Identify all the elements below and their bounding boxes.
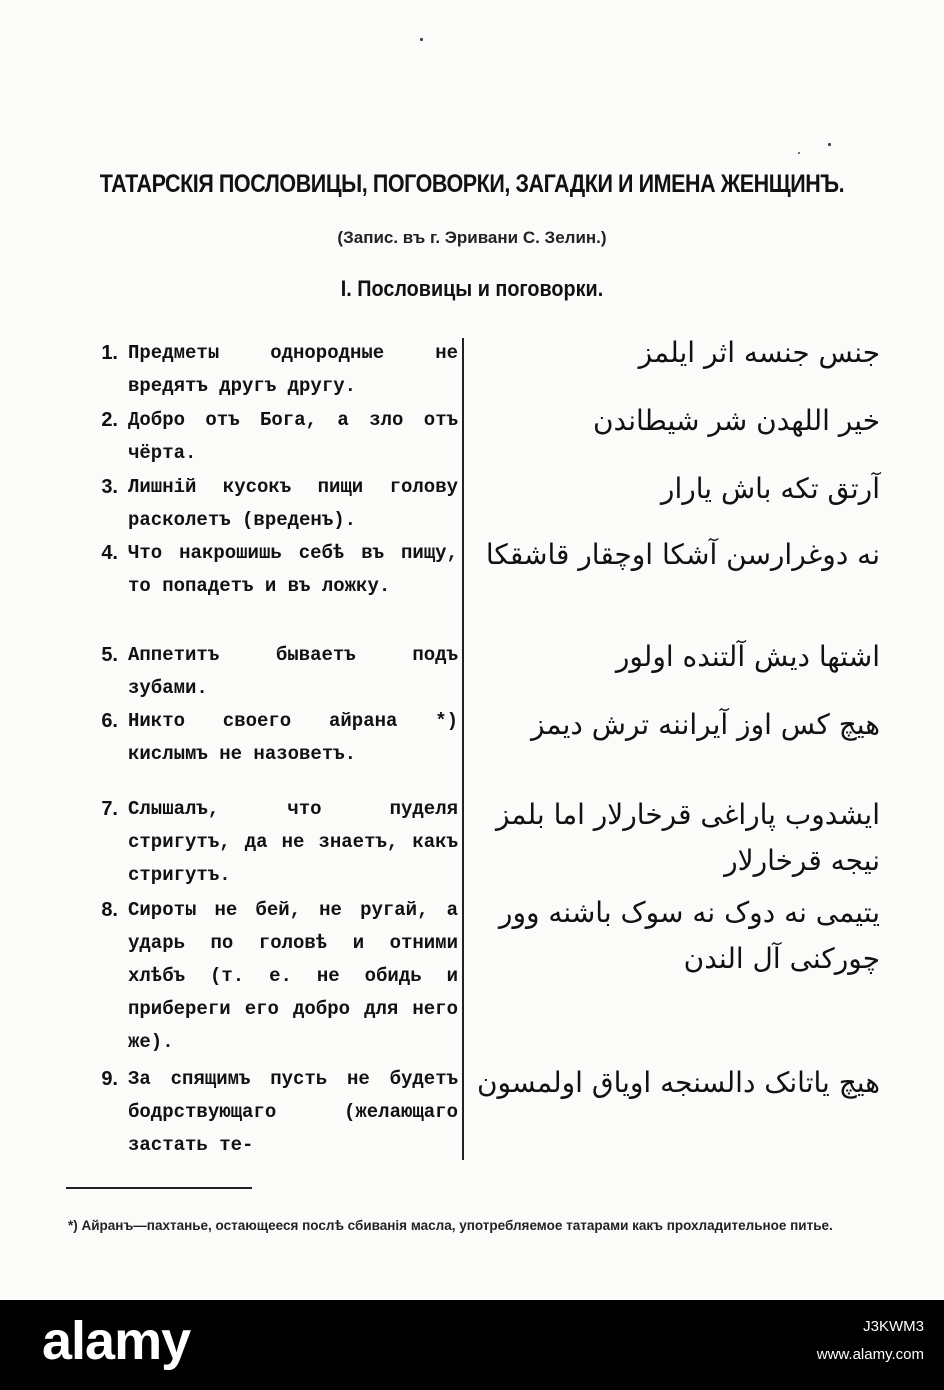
image-id: J3KWM3 — [863, 1318, 924, 1335]
proverb-russian: Добро отъ Бога, а зло отъ чёрта. — [128, 409, 458, 464]
proverb-arabic: ایشدوب پاراغی قرخارلار اما بلمز نیجه قرخارلار — [495, 798, 880, 877]
page-title: ТАТАРСКІЯ ПОСЛОВИЦЫ, ПОГОВОРКИ, ЗАГАДКИ И ИМЕНА ЖЕНЩИНЪ. — [99, 170, 845, 198]
proverb-russian: Никто своего айрана *) кислымъ не назоветъ. — [128, 710, 458, 765]
proverb-number: 3. — [101, 476, 118, 498]
footnote-rule — [66, 1187, 252, 1189]
proverb-arabic: آرتق تکه باش یارار — [660, 472, 880, 505]
proverb-number: 7. — [101, 798, 118, 820]
proverb-russian: За спящимъ пусть не будетъ бодрствующаго (желающаго застать те- — [128, 1068, 458, 1156]
print-speck — [828, 143, 831, 146]
proverb-number: 1. — [101, 342, 118, 364]
proverb-arabic: هیچ یاتانک دالسنجه اویاق اولمسون — [476, 1066, 880, 1099]
column-divider — [462, 338, 464, 1160]
proverb-arabic: خیر اللهدن شر شیطاندن — [592, 404, 880, 437]
proverb-russian: Сироты не бей, не ругай, а ударь по головѣ и отними хлѣбъ (т. е. не обидь и прибереги его добро для него же). — [128, 899, 458, 1053]
proverb-number: 5. — [101, 644, 118, 666]
proverb-arabic: هیچ کس اوز آیراننه ترش دیمز — [530, 708, 880, 741]
proverb-arabic: اشتها دیش آلتنده اولور — [615, 640, 880, 673]
proverb-number: 8. — [101, 899, 118, 921]
proverb-number: 4. — [101, 542, 118, 564]
proverb-russian: Аппетитъ бываетъ подъ зубами. — [128, 644, 458, 699]
proverb-russian: Что накрошишь себѣ въ пищу, то попадетъ и въ ложку. — [128, 542, 458, 597]
site-url: www.alamy.com — [816, 1346, 924, 1363]
section-heading: I. Пословицы и поговорки. — [340, 276, 604, 301]
proverb-arabic: جنس جنسه اثر ایلمز — [638, 336, 880, 369]
proverb-russian: Лишній кусокъ пищи голову расколетъ (вреденъ). — [128, 476, 458, 531]
proverb-russian: Предметы однородные не вредятъ другъ другу. — [128, 342, 458, 397]
print-speck — [798, 152, 800, 154]
print-speck — [420, 38, 423, 41]
proverb-arabic: یتیمی نه دوک نه سوک باشنه وور چورکنی آل الندن — [498, 896, 880, 975]
alamy-logo: alamy — [42, 1311, 191, 1371]
proverb-number: 9. — [101, 1068, 118, 1090]
page-subtitle: (Запис. въ г. Эривани С. Зелин.) — [337, 228, 607, 247]
proverb-arabic: نه دوغرارسن آشکا اوچقار قاشقکا — [485, 538, 880, 571]
footnote: *) Айранъ—пахтанье, остающееся послѣ сбиванія масла, употребляемое татарами какъ прохладительное питье. — [68, 1218, 833, 1233]
proverb-number: 6. — [101, 710, 118, 732]
proverb-russian: Слышалъ, что пуделя стригутъ, да не знаетъ, какъ стригутъ. — [128, 798, 458, 886]
proverb-number: 2. — [101, 409, 118, 431]
